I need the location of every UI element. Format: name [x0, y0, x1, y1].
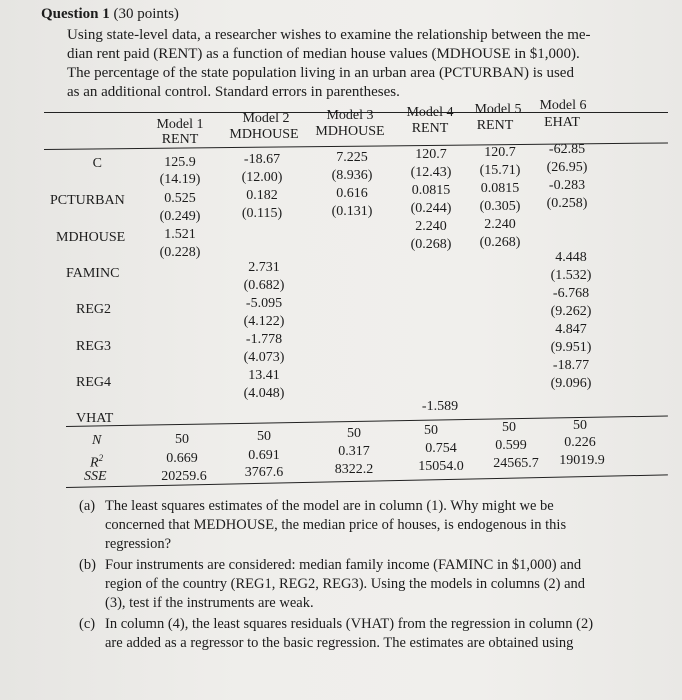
cell-m4-pcturban-se: (0.244): [410, 201, 452, 216]
cell-m1-mdhouse-se: (0.228): [159, 245, 201, 260]
stat-sse-m6: 19019.9: [559, 453, 605, 468]
stat-r2-m4: 0.754: [425, 441, 457, 456]
cell-m2-faminc-coef: 2.731: [248, 260, 280, 275]
question-points: (30 points): [113, 6, 179, 22]
cell-m6-faminc-se: (1.532): [550, 268, 592, 283]
cell-m3-pcturban-coef: 0.616: [336, 186, 368, 201]
cell-m2-reg4-coef: 13.41: [248, 368, 280, 383]
stat-n-m6: 50: [573, 418, 587, 433]
row-label-mdhouse: MDHOUSE: [56, 230, 126, 245]
stat-n-m4: 50: [424, 423, 438, 438]
dependent-header: MDHOUSE: [229, 127, 299, 142]
cell-m5-c-se: (15.71): [479, 163, 521, 178]
stat-n-m2: 50: [257, 429, 271, 444]
model-header: Model 1: [156, 117, 204, 132]
dependent-header: MDHOUSE: [315, 124, 385, 139]
cell-m5-pcturban-coef: 0.0815: [480, 181, 520, 196]
row-label-reg2: REG2: [76, 302, 111, 317]
intro-line: dian rent paid (RENT) as a function of median house values (MDHOUSE in $1,000).: [67, 46, 580, 62]
part-line: (3), test if the instruments are weak.: [105, 595, 314, 611]
cell-m5-mdhouse-se: (0.268): [479, 235, 521, 250]
cell-m6-pcturban-coef: -0.283: [548, 178, 586, 193]
stat-sse-m3: 8322.2: [334, 462, 374, 477]
cell-m6-c-coef: -62.85: [548, 142, 586, 157]
part-line: The least squares estimates of the model are in column (1). Why might we be: [105, 498, 554, 514]
question-heading: [41, 6, 179, 23]
cell-m2-reg2-se: (4.122): [243, 314, 285, 329]
part-line: concerned that MEDHOUSE, the median price of houses, is endogenous in this: [105, 517, 567, 533]
cell-m6-c-se: (26.95): [546, 160, 588, 175]
row-label-pcturban: PCTURBAN: [50, 193, 125, 208]
cell-m4-mdhouse-se: (0.268): [410, 237, 452, 252]
part-line: In column (4), the least squares residuals (VHAT) from the regression in column (2): [105, 616, 594, 632]
model-header: Model 2: [242, 111, 290, 126]
cell-m5-mdhouse-coef: 2.240: [484, 217, 516, 232]
dependent-header: RENT: [476, 118, 514, 133]
cell-m6-reg4-coef: -18.77: [552, 358, 590, 373]
stat-sse-m2: 3767.6: [244, 465, 284, 480]
cell-m2-c-coef: -18.67: [243, 152, 281, 167]
cell-m2-reg3-coef: -1.778: [245, 332, 283, 347]
cell-m2-pcturban-se: (0.115): [241, 206, 283, 221]
part-line: region of the country (REG1, REG2, REG3). Using the models in columns (2) and: [105, 576, 586, 592]
stat-sse-m4: 15054.0: [418, 459, 464, 474]
cell-m1-c-coef: 125.9: [164, 155, 196, 170]
stat-label-sse: SSE: [84, 469, 107, 484]
cell-m3-c-se: (8.936): [331, 168, 373, 183]
cell-m4-c-se: (12.43): [410, 165, 452, 180]
question-parts: [79, 497, 669, 655]
cell-m1-pcturban-se: (0.249): [159, 209, 201, 224]
cell-m3-c-coef: 7.225: [336, 150, 368, 165]
cell-m6-pcturban-se: (0.258): [546, 196, 588, 211]
stat-sse-m1: 20259.6: [161, 469, 207, 484]
part-label: (b): [79, 557, 96, 573]
model-header: Model 6: [539, 98, 587, 113]
cell-m2-reg3-se: (4.073): [243, 350, 285, 365]
row-label-reg4: REG4: [76, 375, 111, 390]
part-a: [79, 497, 669, 554]
stat-label-r2: $R^2$: [90, 453, 104, 471]
cell-m1-pcturban-coef: 0.525: [164, 191, 196, 206]
cell-m1-c-se: (14.19): [159, 172, 201, 187]
dependent-header: RENT: [161, 132, 199, 147]
model-header: Model 5: [474, 102, 522, 117]
cell-m6-faminc-coef: 4.448: [555, 250, 587, 265]
stat-r2-m1: 0.669: [166, 451, 198, 466]
question-label: Question 1: [41, 6, 110, 22]
intro-line: as an additional control. Standard errors in parentheses.: [67, 84, 400, 100]
cell-m5-c-coef: 120.7: [484, 145, 516, 160]
part-line: are added as a regressor to the basic regression. The estimates are obtained using: [105, 635, 574, 651]
cell-m5-pcturban-se: (0.305): [479, 199, 521, 214]
part-c: [79, 615, 669, 653]
dependent-header: RENT: [411, 121, 449, 136]
intro-line: Using state-level data, a researcher wishes to examine the relationship between the me-: [67, 27, 591, 43]
row-label-faminc: FAMINC: [66, 266, 120, 281]
stat-n-m3: 50: [347, 426, 361, 441]
stat-r2-m5: 0.599: [495, 438, 527, 453]
cell-m3-pcturban-se: (0.131): [331, 204, 373, 219]
question-intro: [67, 26, 667, 102]
stat-sse-m5: 24565.7: [493, 456, 539, 471]
stat-n-m5: 50: [502, 420, 516, 435]
cell-m6-reg3-coef: 4.847: [555, 322, 587, 337]
stat-n-m1: 50: [175, 432, 189, 447]
row-label-c: C: [92, 156, 102, 171]
part-label: (a): [79, 498, 96, 514]
cell-m4-vhat-coef: -1.589: [421, 399, 459, 414]
part-line: Four instruments are considered: median family income (FAMINC in $1,000) and: [105, 557, 582, 573]
cell-m4-c-coef: 120.7: [415, 147, 447, 162]
row-label-reg3: REG3: [76, 339, 111, 354]
cell-m6-reg2-se: (9.262): [550, 304, 592, 319]
cell-m2-reg4-se: (4.048): [243, 386, 285, 401]
part-line: regression?: [105, 536, 172, 552]
model-header: Model 3: [326, 108, 374, 123]
stat-r2-m2: 0.691: [248, 448, 280, 463]
cell-m6-reg4-se: (9.096): [550, 376, 592, 391]
cell-m4-pcturban-coef: 0.0815: [411, 183, 451, 198]
row-label-vhat: VHAT: [76, 411, 114, 426]
part-label: (c): [79, 616, 96, 632]
stat-r2-m6: 0.226: [564, 435, 596, 450]
cell-m6-reg3-se: (9.951): [550, 340, 592, 355]
cell-m2-faminc-se: (0.682): [243, 278, 285, 293]
stat-r2-m3: 0.317: [338, 444, 370, 459]
cell-m2-pcturban-coef: 0.182: [246, 188, 278, 203]
cell-m1-mdhouse-coef: 1.521: [164, 227, 196, 242]
cell-m2-c-se: (12.00): [241, 170, 283, 185]
cell-m6-reg2-coef: -6.768: [552, 286, 590, 301]
part-b: [79, 556, 669, 613]
intro-line: The percentage of the state population living in an urban area (PCTURBAN) is used: [67, 65, 574, 81]
dependent-header: EHAT: [544, 115, 580, 130]
stat-label-n: N: [92, 433, 102, 448]
model-header: Model 4: [406, 105, 454, 120]
cell-m2-reg2-coef: -5.095: [245, 296, 283, 311]
cell-m4-mdhouse-coef: 2.240: [415, 219, 447, 234]
